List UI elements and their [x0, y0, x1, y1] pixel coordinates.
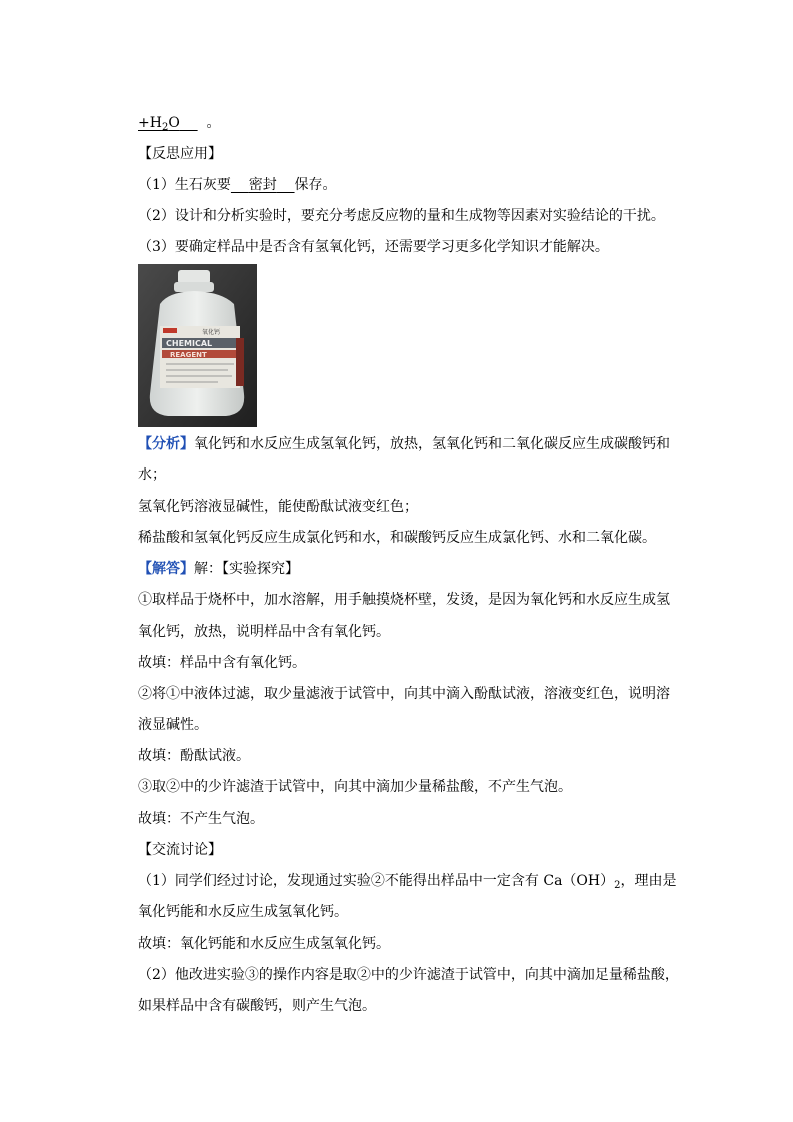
analysis-line-3: 氢氧化钙溶液显碱性，能使酚酞试液变红色；	[138, 499, 418, 515]
answer-heading-text: 解：【实验探究】	[194, 561, 299, 577]
item1-suffix: 保存。	[294, 177, 337, 193]
reflection-item-1	[138, 175, 337, 195]
answer-heading-line	[138, 559, 299, 579]
section-reflection-heading: 【反思应用】	[138, 146, 222, 162]
step3-line: ③取②中的少许滤渣于试管中，向其中滴加少量稀盐酸，不产生气泡。	[138, 779, 572, 795]
reagent-bottle-photo	[138, 264, 257, 427]
discussion-1-fill: 故填：氧化钙能和水反应生成氢氧化钙。	[138, 936, 390, 952]
section-discussion-heading: 【交流讨论】	[138, 842, 222, 858]
bottle-label-band2: REAGENT	[170, 351, 207, 359]
formula-blank	[138, 115, 198, 131]
bottle-label-name: 氧化钙	[202, 329, 221, 336]
formula-period: 。	[206, 115, 221, 131]
item1-prefix: （1）生石灰要	[138, 177, 231, 193]
discussion-item-1	[138, 871, 676, 891]
step3-fill: 故填：不产生气泡。	[138, 811, 264, 827]
reflection-item-3: （3）要确定样品中是否含有氢氧化钙，还需要学习更多化学知识才能解决。	[138, 239, 609, 255]
analysis-text-1: 氧化钙和水反应生成氢氧化钙，放热，氢氧化钙和二氧化碳反应生成碳酸钙和	[194, 436, 670, 452]
answer-text: 密封	[248, 177, 277, 193]
analysis-line-1	[138, 434, 670, 454]
discussion-item-1-cont: 氧化钙能和水反应生成氢氧化钙。	[138, 904, 348, 920]
discussion-item-2: （2）他改进实验③的操作内容是取②中的少许滤渣于试管中，向其中滴加足量稀盐酸，	[138, 967, 679, 983]
formula-line	[138, 113, 221, 133]
step2-line-1: ②将①中液体过滤，取少量滤液于试管中，向其中滴入酚酞试液，溶液变红色，说明溶	[138, 686, 670, 702]
step1-line-2: 氧化钙，放热，说明样品中含有氧化钙。	[138, 624, 390, 640]
discussion-1-reason: ，理由是	[620, 873, 677, 889]
reflection-item-2: （2）设计和分析实验时，要充分考虑反应物的量和生成物等因素对实验结论的干扰。	[138, 208, 665, 224]
analysis-tag: 【分析】	[138, 436, 194, 452]
reagent-bottle-icon	[138, 264, 257, 427]
step1-fill: 故填：样品中含有氧化钙。	[138, 655, 306, 671]
formula-text: $+H_2O$	[138, 115, 180, 133]
analysis-line-4: 稀盐酸和氢氧化钙反应生成氯化钙和水，和碳酸钙反应生成氯化钙、水和二氧化碳。	[138, 530, 656, 546]
step2-fill: 故填：酚酞试液。	[138, 748, 250, 764]
answer-blank-seal	[231, 177, 295, 193]
discussion-item-2-cont: 如果样品中含有碳酸钙，则产生气泡。	[138, 998, 376, 1014]
step2-line-2: 液显碱性。	[138, 717, 208, 733]
subscript-2: 2	[614, 880, 621, 891]
discussion-1-text: （1）同学们经过讨论，发现通过实验②不能得出样品中一定含有 Ca（OH）	[138, 873, 615, 889]
answer-tag: 【解答】	[138, 561, 194, 577]
bottle-label-band1: CHEMICAL	[166, 339, 213, 348]
analysis-line-2: 水；	[138, 467, 166, 483]
step1-line-1: ①取样品于烧杯中，加水溶解，用手触摸烧杯壁，发烫，是因为氧化钙和水反应生成氢	[138, 592, 670, 608]
